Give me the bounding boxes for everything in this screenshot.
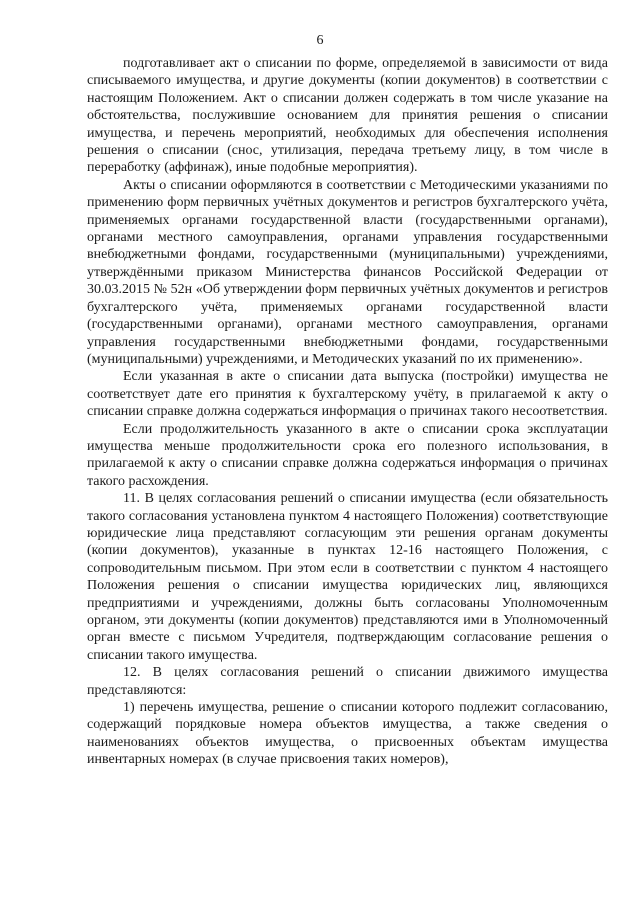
paragraph-clause-12: 12. В целях согласования решений о списании движимого имущества представляются: [87,665,608,698]
document-body [87,55,608,769]
paragraph-act-preparation: подготавливает акт о списании по форме, определяемой в зависимости от вида списываемого имущества, и другие документы (копии документов) в соответствии с настоящим Положением. Акт о списании должен содержать в том числе указание на обстоятельства, послужившие основанием для принятия решения о списании имущества, и перечень мероприятий, необходимых для обеспечения исполнения решения о списании (снос, утилизация, передача третьему лицу, в том числе в переработку (аффинаж), иные подобные мероприятия). [87,56,608,176]
paragraph-clause-12-item-1: 1) перечень имущества, решение о списании которого подлежит согласованию, содержащий порядковые номера объектов имущества, а также сведения о наименованиях объектов имущества, о присвоенных объектам имущества инвентарных номерах (в случае присвоения таких номеров), [87,700,608,768]
page-number: 6 [316,33,324,48]
paragraph-clause-11: 11. В целях согласования решений о списании имущества (если обязательность такого согласования установлена пунктом 4 настоящего Положения) соответствующие юридические лица представляют согласующим эти решения органам документы (копии документов), указанные в пунктах 12-16 настоящего Положения, с сопроводительным письмом. При этом если в соответствии с пунктом 4 настоящего Положения решения о списании имущества юридических лиц, являющихся предприятиями и учреждениями, должны быть согласованы Уполномоченным органом, эти документы (копии документов) представляются ими в Уполномоченный орган вместе с письмом Учредителя, подтверждающим согласование решения о списании такого имущества. [87,491,608,663]
paragraph-date-mismatch: Если указанная в акте о списании дата выпуска (постройки) имущества не соответствует дате его принятия к бухгалтерскому учёту, в прилагаемой к акту о списании справке должна содержаться информация о причинах такого несоответствия. [87,369,608,420]
paragraph-service-life: Если продолжительность указанного в акте о списании срока эксплуатации имущества меньше продолжительности срока его полезного использования, в прилагаемой к акту о списании справке должна содержаться информация о причинах такого расхождения. [87,421,608,489]
paragraph-act-forms: Акты о списании оформляются в соответствии с Методическими указаниями по применению форм первичных учётных документов и регистров бухгалтерского учёта, применяемых органами государственной власти (государственными органами), органами местного самоуправления, органами управления государственными внебюджетными фондами, государственными (муниципальными) учреждениями, утверждёнными приказом Министерства финансов Российской Федерации от 30.03.2015 № 52н «Об утверждении форм первичных учётных документов и регистров бухгалтерского учёта, применяемых органами государственной власти (государственными органами), органами местного самоуправления, органами управления государственными внебюджетными фондами, государственными (муниципальными) учреждениями, и Методических указаний по их применению». [87,177,608,367]
